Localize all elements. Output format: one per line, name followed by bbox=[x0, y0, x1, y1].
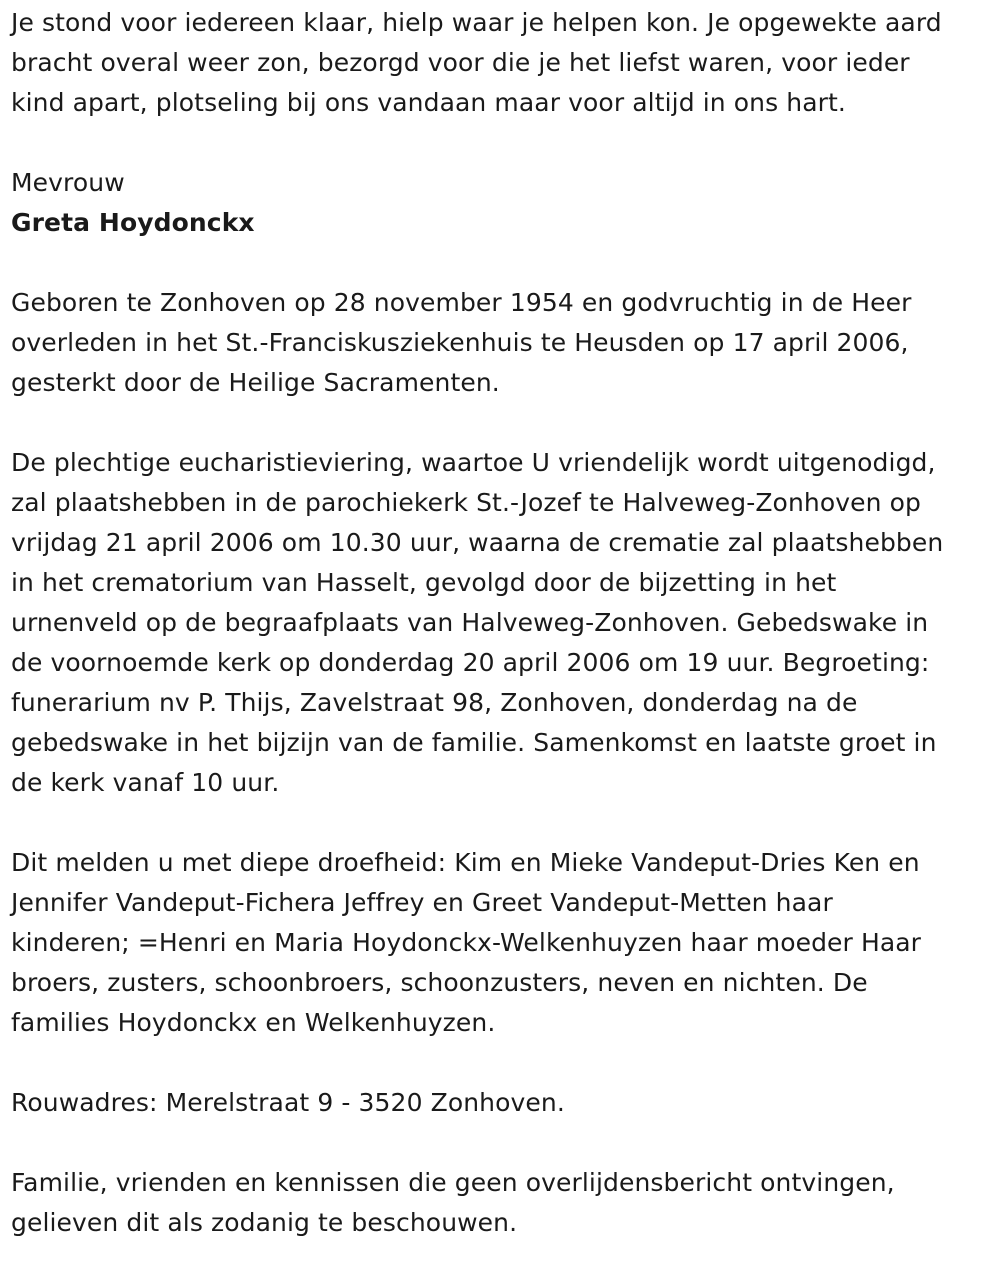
ceremony-line: funerarium nv P. Thijs, Zavelstraat 98, Zonhoven, donderdag na de bbox=[11, 688, 858, 717]
ceremony-line: urnenveld op de begraafplaats van Halveweg-Zonhoven. Gebedswake in bbox=[11, 608, 929, 637]
intro-line: bracht overal weer zon, bezorgd voor die je het liefst waren, voor ieder bbox=[11, 48, 910, 77]
paragraph-spacer bbox=[11, 1043, 996, 1083]
family-line: Dit melden u met diepe droefheid: Kim en Mieke Vandeput-Dries Ken en bbox=[11, 848, 920, 877]
birth-death-line: Geboren te Zonhoven op 28 november 1954 en godvruchtig in de Heer bbox=[11, 288, 912, 317]
intro-line: Je stond voor iedereen klaar, hielp waar je helpen kon. Je opgewekte aard bbox=[11, 8, 942, 37]
paragraph-spacer bbox=[11, 1123, 996, 1163]
family-line: broers, zusters, schoonbroers, schoonzusters, neven en nichten. De bbox=[11, 968, 868, 997]
ceremony-line: de kerk vanaf 10 uur. bbox=[11, 768, 280, 797]
birth-death-line: overleden in het St.-Franciskusziekenhuis te Heusden op 17 april 2006, bbox=[11, 328, 909, 357]
closing-line: gelieven dit als zodanig te beschouwen. bbox=[11, 1208, 518, 1237]
ceremony-line: De plechtige eucharistieviering, waartoe U vriendelijk wordt uitgenodigd, bbox=[11, 448, 936, 477]
intro-line: kind apart, plotseling bij ons vandaan maar voor altijd in ons hart. bbox=[11, 88, 846, 117]
family-paragraph bbox=[11, 843, 996, 1043]
ceremony-line: vrijdag 21 april 2006 om 10.30 uur, waarna de crematie zal plaatshebben bbox=[11, 528, 944, 557]
family-line: kinderen; =Henri en Maria Hoydonckx-Welkenhuyzen haar moeder Haar bbox=[11, 928, 922, 957]
closing-paragraph bbox=[11, 1163, 996, 1243]
ceremony-line: gebedswake in het bijzijn van de familie. Samenkomst en laatste groet in bbox=[11, 728, 937, 757]
paragraph-spacer bbox=[11, 123, 996, 163]
ceremony-line: de voornoemde kerk op donderdag 20 april 2006 om 19 uur. Begroeting: bbox=[11, 648, 930, 677]
closing-line: Familie, vrienden en kennissen die geen overlijdensbericht ontvingen, bbox=[11, 1168, 895, 1197]
paragraph-spacer bbox=[11, 403, 996, 443]
ceremony-line: in het crematorium van Hasselt, gevolgd door de bijzetting in het bbox=[11, 568, 837, 597]
mourning-address: Rouwadres: Merelstraat 9 - 3520 Zonhoven. bbox=[11, 1088, 565, 1117]
family-line: families Hoydonckx en Welkenhuyzen. bbox=[11, 1008, 496, 1037]
deceased-name: Greta Hoydonckx bbox=[11, 208, 255, 237]
salutation: Mevrouw bbox=[11, 168, 125, 197]
ceremony-paragraph bbox=[11, 443, 996, 803]
birth-death-paragraph bbox=[11, 283, 996, 403]
intro-poem bbox=[11, 3, 996, 123]
family-line: Jennifer Vandeput-Fichera Jeffrey en Greet Vandeput-Metten haar bbox=[11, 888, 833, 917]
ceremony-line: zal plaatshebben in de parochiekerk St.-Jozef te Halveweg-Zonhoven op bbox=[11, 488, 921, 517]
paragraph-spacer bbox=[11, 243, 996, 283]
obituary-document bbox=[11, 3, 996, 1243]
birth-death-line: gesterkt door de Heilige Sacramenten. bbox=[11, 368, 500, 397]
paragraph-spacer bbox=[11, 803, 996, 843]
